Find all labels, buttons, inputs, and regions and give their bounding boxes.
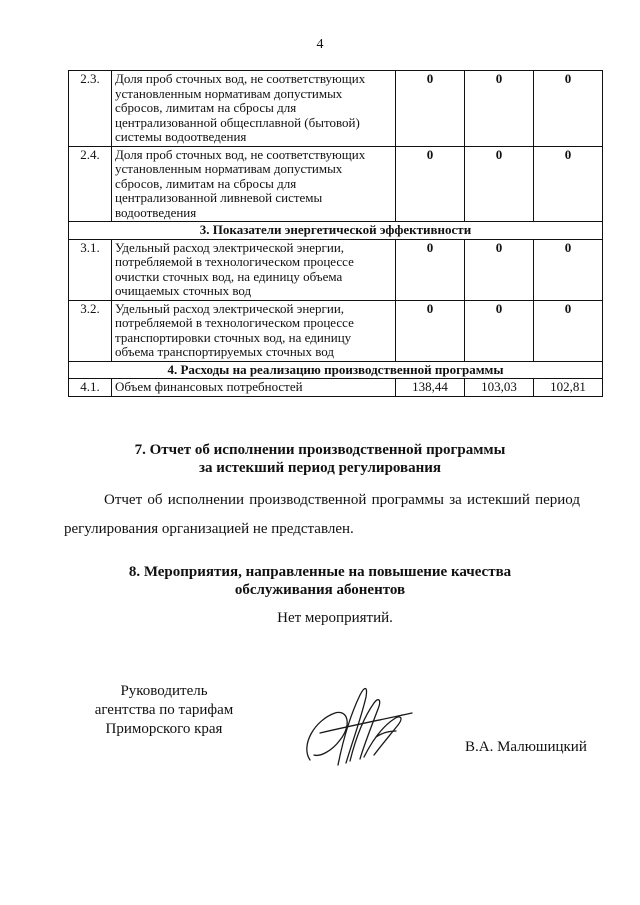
section-7-text: Отчет об исполнении производственной программы за истекший период регулирования организацией не представлен. xyxy=(64,492,580,537)
row-value-3: 0 xyxy=(534,146,603,222)
description-line: Удельный расход электрической энергии, xyxy=(115,300,345,316)
row-value-2: 0 xyxy=(465,300,534,361)
table-row xyxy=(69,71,603,147)
row-number: 2.4. xyxy=(69,146,112,222)
section-8-title-line-1: 8. Мероприятия, направленные на повышение качества xyxy=(128,564,512,580)
description-line: потребляемой в технологическом процессе xyxy=(115,254,354,269)
row-value-3: 0 xyxy=(534,71,603,147)
section-8-title-line-2: обслуживания абонентов xyxy=(234,582,406,598)
signer-position-line-3: Приморского края xyxy=(105,721,223,737)
table-row xyxy=(69,379,603,397)
table-section-row xyxy=(69,222,603,240)
section-7-title-line-2: за истекший период регулирования xyxy=(198,460,442,476)
description-line: установленным нормативам допустимых xyxy=(115,161,343,176)
row-value-2: 103,03 xyxy=(465,379,534,397)
row-description xyxy=(112,300,396,361)
description-line: потребляемой в технологическом процессе xyxy=(115,315,354,330)
section-3-heading: 3. Показатели энергетической эффективности xyxy=(69,222,603,240)
row-value-2: 0 xyxy=(465,146,534,222)
signer-position xyxy=(84,682,244,739)
row-description xyxy=(112,71,396,147)
section-7-title-line-1: 7. Отчет об исполнении производственной программы xyxy=(134,442,506,458)
section-4-heading: 4. Расходы на реализацию производственной программы xyxy=(69,361,603,379)
page-number: 4 xyxy=(316,37,324,52)
description-line: сбросов, лимитам на сбросы для xyxy=(115,175,297,191)
row-description: Объем финансовых потребностей xyxy=(112,379,396,397)
row-value-1: 0 xyxy=(396,239,465,300)
row-number: 2.3. xyxy=(69,71,112,147)
description-line: очищаемых сточных вод xyxy=(115,283,252,298)
row-value-2: 0 xyxy=(465,71,534,147)
row-description xyxy=(112,239,396,300)
description-line: очистки сточных вод, на единицу объема xyxy=(115,268,343,284)
description-line: транспортировки сточных вод, на единицу xyxy=(115,329,352,345)
row-number: 3.1. xyxy=(69,239,112,300)
section-8-text: Нет мероприятий. xyxy=(277,610,393,626)
table-row xyxy=(69,146,603,222)
table-row xyxy=(69,239,603,300)
row-value-1: 138,44 xyxy=(396,379,465,397)
signer-position-line-1: Руководитель xyxy=(120,683,208,699)
row-value-2: 0 xyxy=(465,239,534,300)
description-line: Доля проб сточных вод, не соответствующих xyxy=(115,146,366,162)
row-number: 4.1. xyxy=(69,379,112,397)
row-value-3: 102,81 xyxy=(534,379,603,397)
table-section-row xyxy=(69,361,603,379)
row-value-3: 0 xyxy=(534,239,603,300)
table-row xyxy=(69,300,603,361)
description-line: системы водоотведения xyxy=(115,129,247,144)
description-line: централизованной общесплавной (бытовой) xyxy=(115,114,360,130)
section-7-title xyxy=(0,441,640,477)
description-line: объема транспортируемых сточных вод xyxy=(115,344,335,359)
description-line: установленным нормативам допустимых xyxy=(115,85,343,101)
row-value-3: 0 xyxy=(534,300,603,361)
description-line: Доля проб сточных вод, не соответствующих xyxy=(115,71,366,86)
row-description xyxy=(112,146,396,222)
description-line: сбросов, лимитам на сбросы для xyxy=(115,100,297,115)
signer-position-line-2: агентства по тарифам xyxy=(94,702,234,718)
row-value-1: 0 xyxy=(396,300,465,361)
signer-name: В.А. Малюшицкий xyxy=(465,739,587,755)
description-line: централизованной ливневой системы xyxy=(115,190,323,205)
production-program-table xyxy=(68,70,603,397)
row-number: 3.2. xyxy=(69,300,112,361)
description-line: Удельный расход электрической энергии, xyxy=(115,239,345,255)
handwritten-signature xyxy=(290,675,420,775)
description-line: водоотведения xyxy=(115,204,197,220)
row-value-1: 0 xyxy=(396,71,465,147)
row-value-1: 0 xyxy=(396,146,465,222)
section-8-title xyxy=(0,563,640,599)
